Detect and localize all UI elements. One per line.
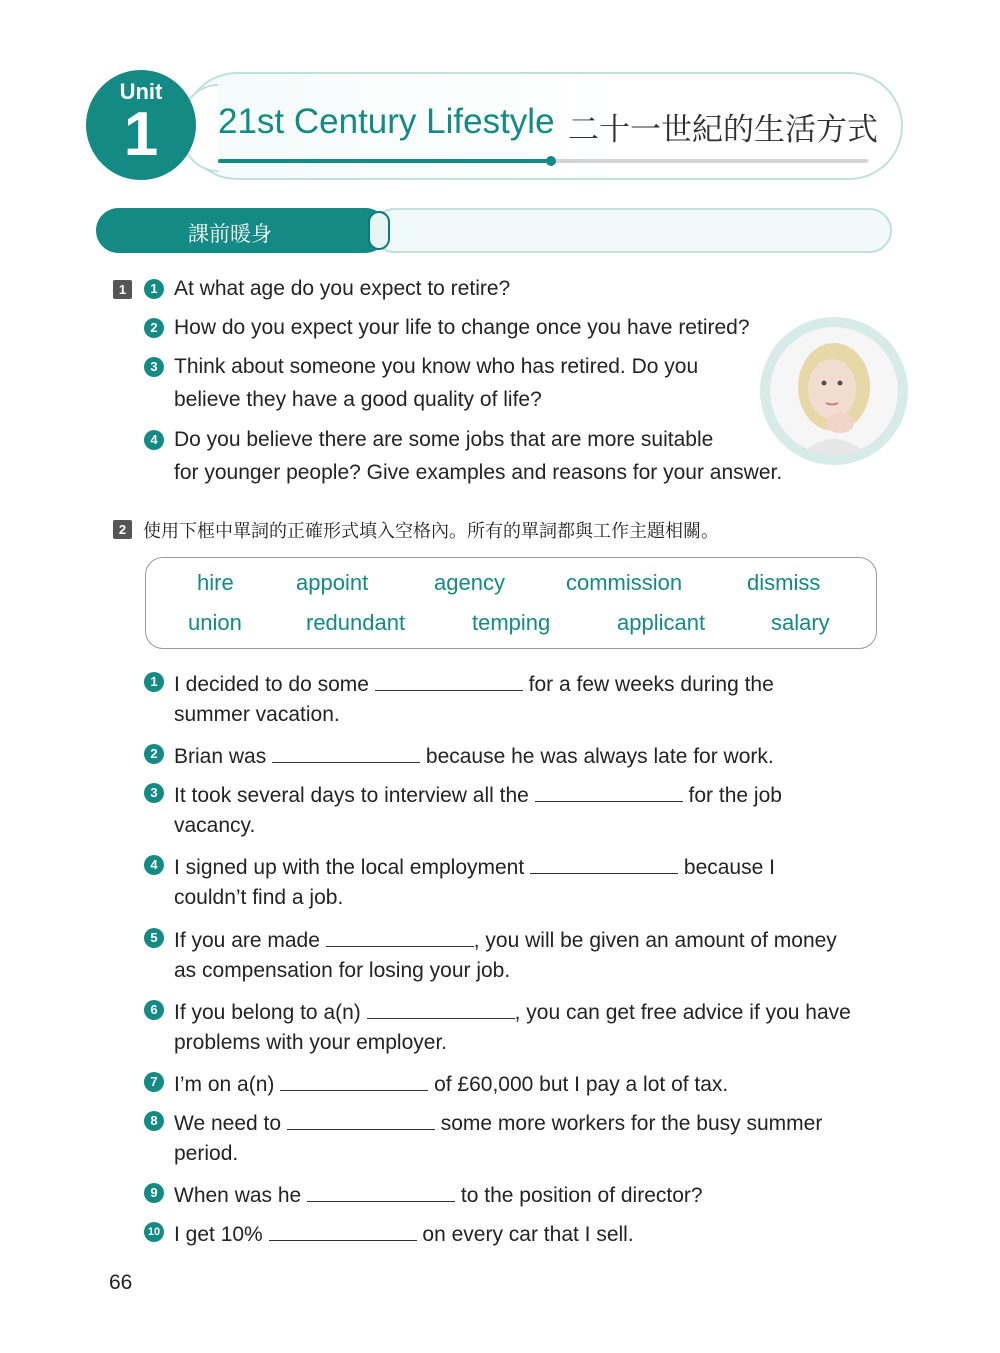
- item-number: 7: [144, 1072, 164, 1092]
- word-bank-word: applicant: [617, 610, 706, 635]
- item-number: 4: [144, 855, 164, 875]
- item-number: 9: [144, 1183, 164, 1203]
- item-number: 10: [144, 1222, 164, 1242]
- question-text: Think about someone you know who has retired. Do you: [174, 355, 699, 378]
- unit-number: 1: [123, 100, 159, 169]
- section-2-instruction: 使用下框中單詞的正確形式填入空格內。所有的單詞都與工作主題相關。: [143, 521, 719, 542]
- answer-blank[interactable]: [326, 926, 474, 947]
- item-sentence: If you are made , you will be given an amount of money: [174, 926, 837, 953]
- section-2-marker: 2: [113, 520, 132, 539]
- question-number: 3: [144, 357, 164, 377]
- thinking-woman-photo: [770, 327, 898, 455]
- page-number: 66: [109, 1271, 133, 1294]
- item-number: 8: [144, 1111, 164, 1131]
- item-sentence: If you belong to a(n) , you can get free advice if you have: [174, 998, 851, 1025]
- unit-title-english: 21st Century Lifestyle: [218, 102, 555, 141]
- title-underline-dot: [546, 156, 556, 166]
- question-text-continued: believe they have a good quality of life?: [174, 388, 542, 411]
- item-sentence: I get 10% on every car that I sell.: [174, 1220, 634, 1247]
- word-bank-word: hire: [197, 570, 234, 595]
- warmup-knob: [368, 211, 390, 250]
- item-sentence: I’m on a(n) of £60,000 but I pay a lot of tax.: [174, 1070, 728, 1097]
- answer-blank[interactable]: [287, 1109, 435, 1130]
- section-1-marker: 1: [113, 280, 132, 299]
- item-sentence: It took several days to interview all the for the job: [174, 781, 782, 808]
- question-text: How do you expect your life to change once you have retired?: [174, 316, 750, 339]
- item-sentence-continued: vacancy.: [174, 814, 256, 837]
- thinking-woman-illustration: [770, 327, 898, 455]
- question-number: 1: [144, 279, 164, 299]
- word-bank-word: dismiss: [747, 570, 821, 595]
- word-bank-word: appoint: [296, 570, 369, 595]
- answer-blank[interactable]: [530, 853, 678, 874]
- unit-label: Unit: [119, 79, 163, 104]
- item-sentence-continued: as compensation for losing your job.: [174, 959, 511, 982]
- item-number: 2: [144, 744, 164, 764]
- unit-badge: [86, 70, 196, 180]
- answer-blank[interactable]: [375, 670, 523, 691]
- question-number: 4: [144, 430, 164, 450]
- item-number: 5: [144, 928, 164, 948]
- item-sentence: I signed up with the local employment because I: [174, 853, 775, 880]
- item-sentence-continued: problems with your employer.: [174, 1031, 448, 1054]
- question-text-continued: for younger people? Give examples and reasons for your answer.: [174, 461, 783, 484]
- title-underline-accent: [218, 159, 551, 163]
- item-number: 1: [144, 672, 164, 692]
- item-number: 3: [144, 783, 164, 803]
- word-bank-word: agency: [434, 570, 505, 595]
- item-sentence: We need to some more workers for the busy summer: [174, 1109, 822, 1136]
- answer-blank[interactable]: [280, 1070, 428, 1091]
- item-sentence: I decided to do some for a few weeks during the: [174, 670, 774, 697]
- unit-title-chinese: 二十一世紀的生活方式: [568, 112, 878, 148]
- item-sentence-continued: summer vacation.: [174, 703, 340, 726]
- warmup-track: [372, 208, 892, 253]
- word-bank-word: temping: [472, 610, 551, 635]
- question-text: At what age do you expect to retire?: [174, 277, 511, 300]
- question-text: Do you believe there are some jobs that are more suitable: [174, 428, 714, 451]
- word-bank-word: redundant: [306, 610, 406, 635]
- warmup-heading: 課前暖身: [188, 222, 272, 246]
- item-sentence-continued: period.: [174, 1142, 239, 1165]
- word-bank-word: salary: [771, 610, 830, 635]
- answer-blank[interactable]: [272, 742, 420, 763]
- answer-blank[interactable]: [307, 1181, 455, 1202]
- word-bank-word: union: [188, 610, 242, 635]
- question-number: 2: [144, 318, 164, 338]
- answer-blank[interactable]: [269, 1220, 417, 1241]
- item-sentence-continued: couldn’t find a job.: [174, 886, 344, 909]
- item-sentence: Brian was because he was always late for work.: [174, 742, 774, 769]
- item-number: 6: [144, 1000, 164, 1020]
- word-bank-word: commission: [566, 570, 683, 595]
- item-sentence: When was he to the position of director?: [174, 1181, 703, 1208]
- answer-blank[interactable]: [535, 781, 683, 802]
- answer-blank[interactable]: [367, 998, 515, 1019]
